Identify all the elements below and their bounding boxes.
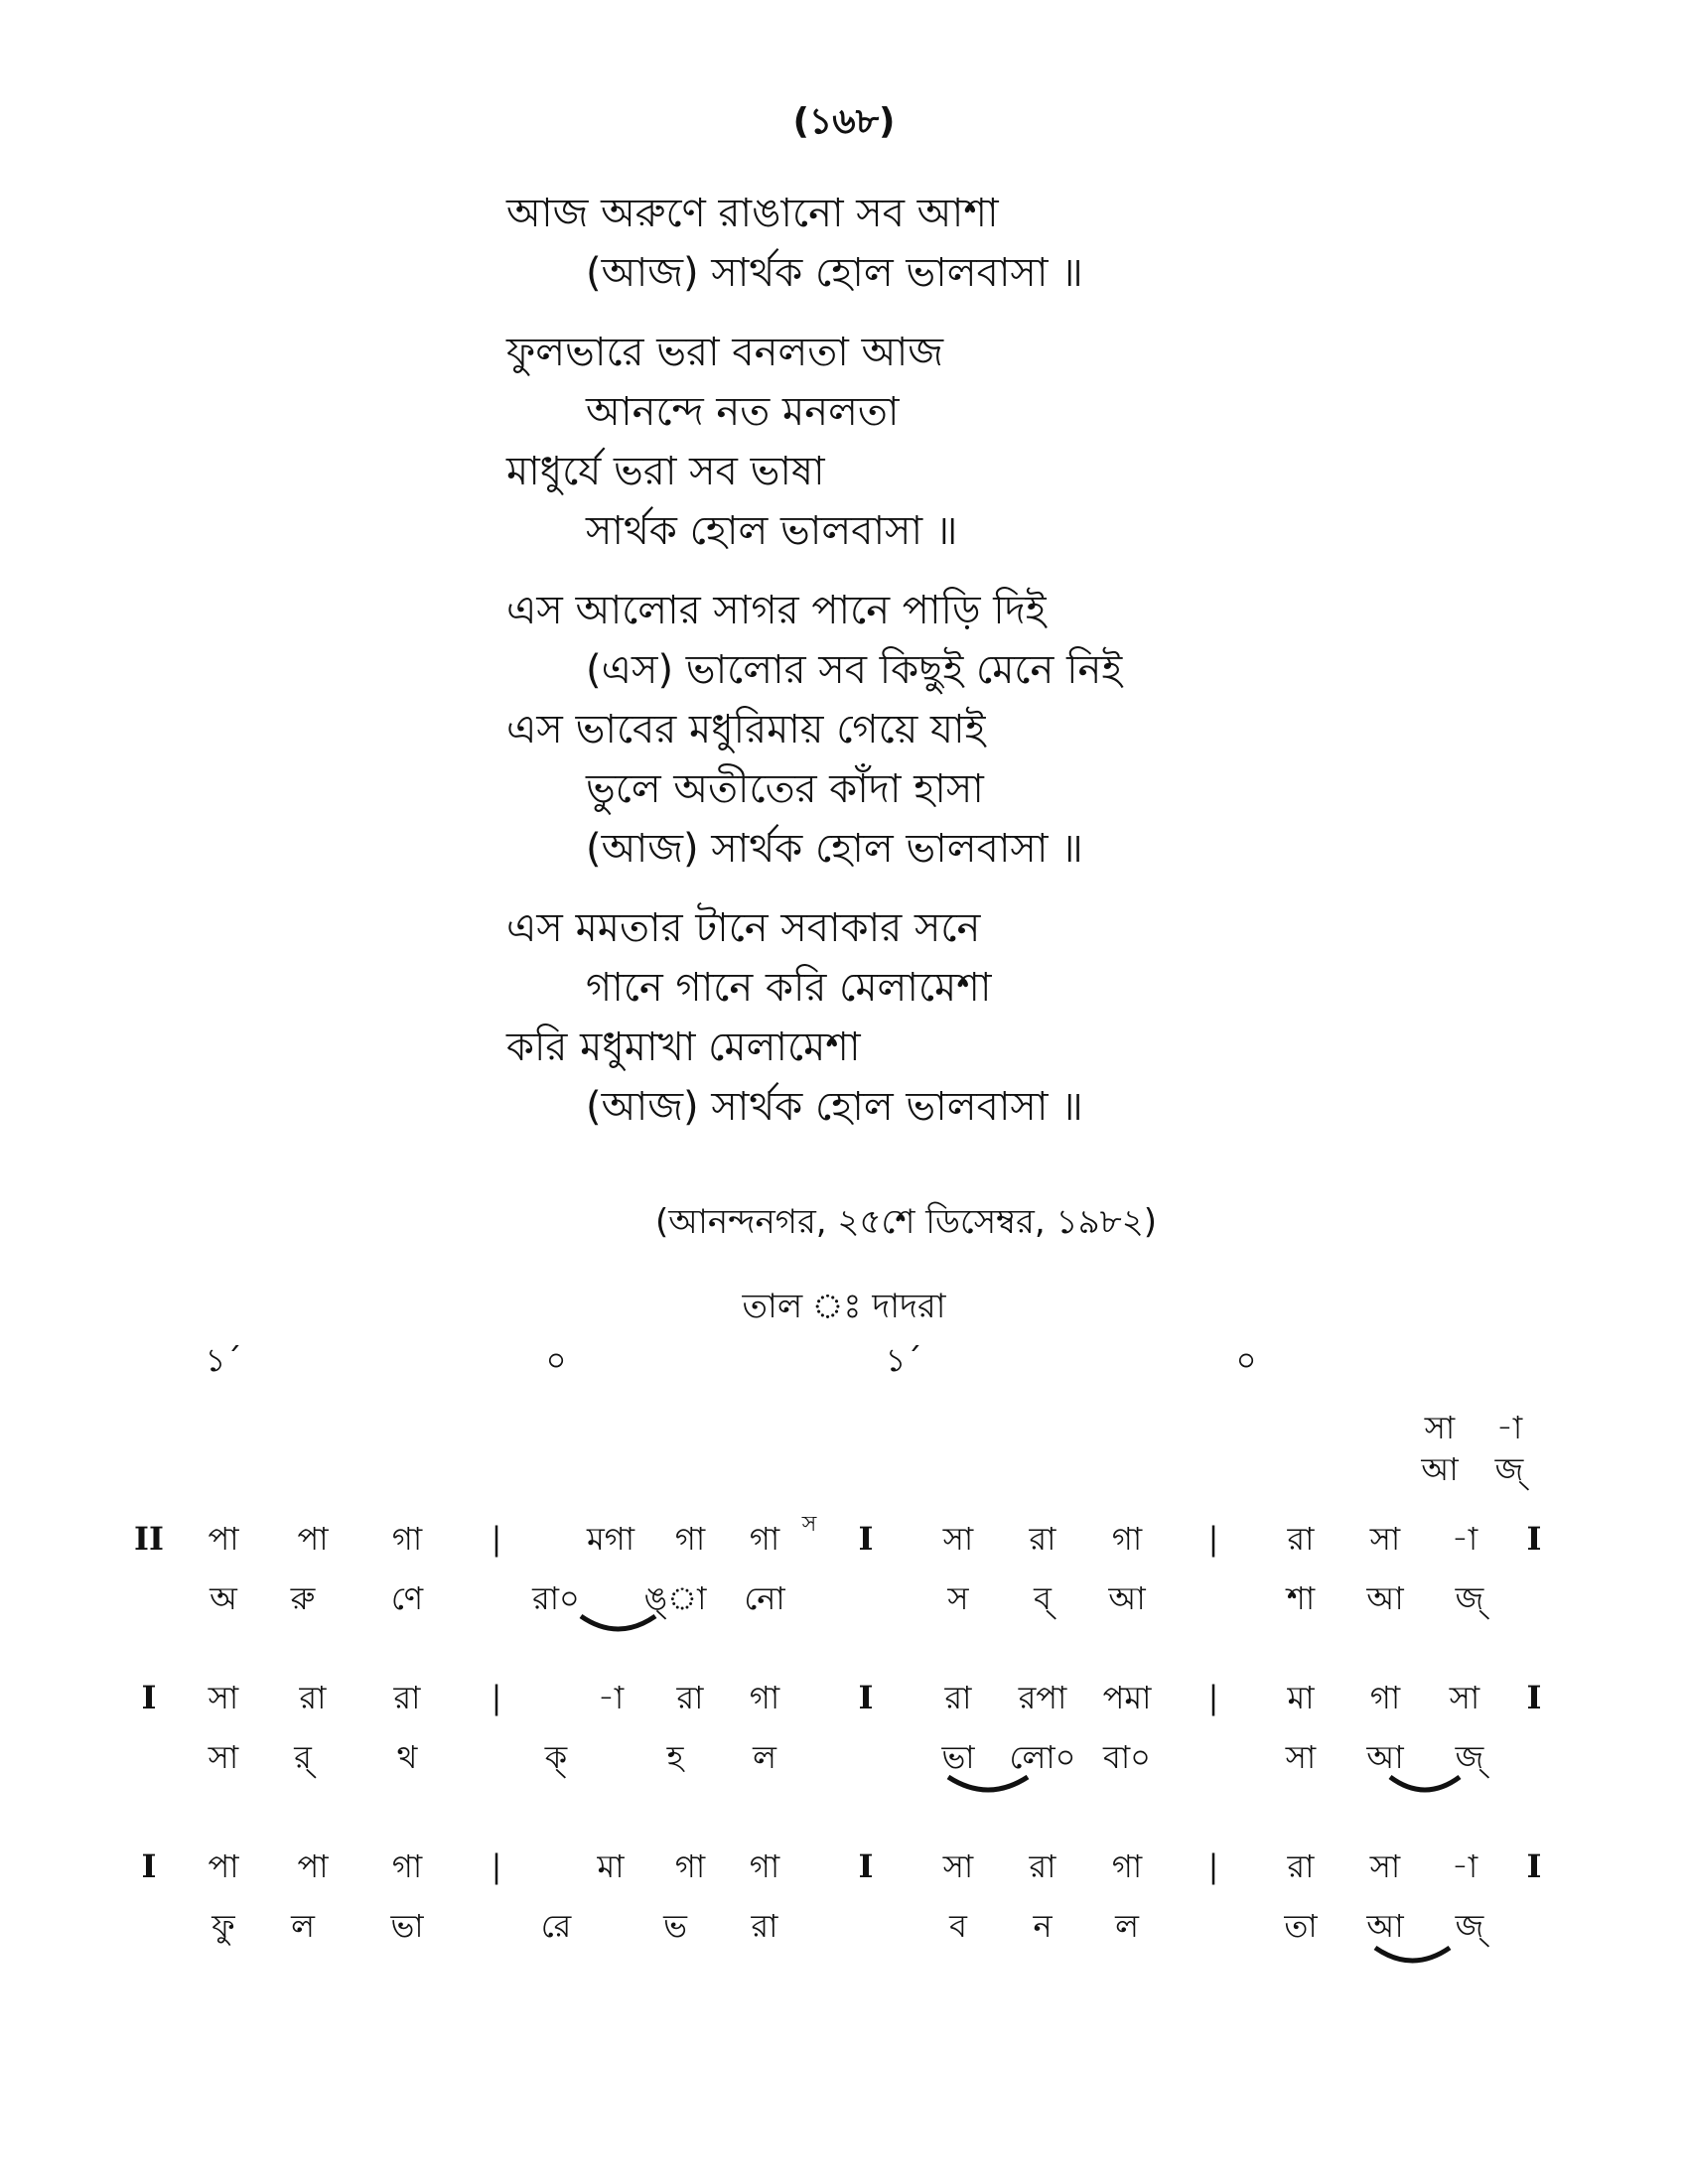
note-lyric: ল xyxy=(1115,1907,1139,1945)
beat-mark: ০ xyxy=(545,1341,567,1379)
note: গা xyxy=(674,1847,706,1885)
note: গা xyxy=(391,1520,423,1558)
pickup-note: -া xyxy=(1495,1409,1523,1446)
bar-line: | xyxy=(1207,1679,1219,1716)
beat-mark: ১´ xyxy=(205,1341,242,1379)
note-lyric: রা xyxy=(751,1907,778,1945)
pickup-lyric: জ্ xyxy=(1494,1450,1524,1488)
note-lyric: থ xyxy=(396,1738,418,1776)
note: পা xyxy=(297,1520,329,1558)
note: গা xyxy=(674,1520,706,1558)
bar-line: I xyxy=(1526,1520,1542,1558)
song-lyrics xyxy=(506,184,1499,1157)
note-lyric: রে xyxy=(540,1907,572,1945)
note: -া xyxy=(597,1679,625,1716)
lyric-line: মাধুর্যে ভরা সব ভাষা xyxy=(506,449,825,494)
note-lyric: হ xyxy=(666,1738,684,1776)
lyric-line: এস আলোর সাগর পানে পাড়ি দিই xyxy=(506,588,1047,633)
note: মগা xyxy=(586,1520,635,1558)
note: গা xyxy=(1111,1847,1143,1885)
bar-line: | xyxy=(491,1520,502,1558)
note-lyric: লো০ xyxy=(1009,1738,1076,1776)
note: পা xyxy=(208,1847,239,1885)
note: -া xyxy=(1451,1847,1478,1885)
note: গা xyxy=(749,1520,780,1558)
note-lyric: ণে xyxy=(390,1579,424,1617)
bar-line: | xyxy=(1207,1520,1219,1558)
note: পা xyxy=(208,1520,239,1558)
note: রা xyxy=(1029,1520,1056,1558)
note-lyric: স xyxy=(947,1579,969,1617)
lyric-line: আনন্দে নত মনলতা xyxy=(586,389,900,435)
bar-line: I xyxy=(1526,1679,1542,1716)
note: -া xyxy=(1451,1520,1478,1558)
note: রা xyxy=(299,1679,327,1716)
composition-date: (আনন্দনগর, ২৫শে ডিসেম্বর, ১৯৮২) xyxy=(655,1202,1158,1242)
beat-mark: ০ xyxy=(1235,1341,1257,1379)
start-bar: II xyxy=(134,1520,164,1558)
note-lyric: ল xyxy=(753,1738,776,1776)
note: রা xyxy=(393,1679,421,1716)
stanza xyxy=(506,323,1499,561)
bar-line: | xyxy=(1207,1847,1219,1885)
note-lyric: ভা xyxy=(390,1907,424,1945)
note-lyric: নো xyxy=(744,1579,785,1617)
note: সা xyxy=(1369,1847,1401,1885)
note-lyric: সা xyxy=(208,1738,239,1776)
lyric-line: এস মমতার টানে সবাকার সনে xyxy=(506,905,981,951)
lyric-line: এস ভাবের মধুরিমায় গেয়ে যাই xyxy=(506,707,986,752)
note: গা xyxy=(749,1847,780,1885)
note: গা xyxy=(1369,1679,1401,1716)
note-lyric: আ xyxy=(1366,1907,1404,1945)
note-lyric: রু xyxy=(290,1579,316,1617)
note: রপা xyxy=(1018,1679,1067,1716)
bar-line: I xyxy=(1526,1847,1542,1885)
note: রা xyxy=(944,1679,972,1716)
note-lyric: বা০ xyxy=(1103,1738,1151,1776)
note: গা xyxy=(391,1847,423,1885)
note: রা xyxy=(676,1679,704,1716)
note-lyric: ক্ xyxy=(544,1738,568,1776)
note-lyric: জ্ xyxy=(1455,1738,1484,1776)
taal-label: তাল ঃ দাদরা xyxy=(742,1287,946,1326)
note-lyric: ল xyxy=(291,1907,315,1945)
note: মা xyxy=(1287,1679,1315,1716)
bar-line: I xyxy=(858,1520,874,1558)
stanza xyxy=(506,581,1499,879)
note: সা xyxy=(1449,1679,1480,1716)
note: রা xyxy=(1287,1847,1315,1885)
note-lyric: আ xyxy=(1366,1579,1404,1617)
note-lyric: তা xyxy=(1284,1907,1318,1945)
lyric-line: সার্থক হোল ভালবাসা ॥ xyxy=(586,508,958,554)
note-lyric: ন xyxy=(1033,1907,1053,1945)
note-lyric: সা xyxy=(1285,1738,1317,1776)
pickup-note: সা xyxy=(1424,1409,1456,1446)
beat-mark: ১´ xyxy=(885,1341,922,1379)
note: মা xyxy=(597,1847,625,1885)
lyric-line: করি মধুমাখা মেলামেশা xyxy=(506,1024,861,1070)
slur xyxy=(948,1777,1028,1790)
start-bar: I xyxy=(141,1679,157,1716)
note-lyric: ভা xyxy=(941,1738,975,1776)
bar-line: I xyxy=(858,1679,874,1716)
note: রা xyxy=(1287,1520,1315,1558)
lyric-line: (আজ) সার্থক হোল ভালবাসা ॥ xyxy=(586,826,1083,872)
lyric-line: আজ অরুণে রাঙানো সব আশা xyxy=(506,191,999,236)
note: সা xyxy=(208,1679,239,1716)
bar-line: I xyxy=(858,1847,874,1885)
note: সা xyxy=(1369,1520,1401,1558)
stanza xyxy=(506,184,1499,303)
note: গা xyxy=(1111,1520,1143,1558)
start-bar: I xyxy=(141,1847,157,1885)
note-lyric: জ্ xyxy=(1455,1907,1484,1945)
note-superscript: স xyxy=(801,1512,817,1537)
note-lyric: ঙ্া xyxy=(643,1579,707,1617)
note: সা xyxy=(942,1520,974,1558)
note-lyric: ভ xyxy=(663,1907,687,1945)
lyric-line: (আজ) সার্থক হোল ভালবাসা ॥ xyxy=(586,1084,1083,1130)
lyric-line: ফুলভারে ভরা বনলতা আজ xyxy=(506,330,944,375)
note-lyric: জ্ xyxy=(1455,1579,1484,1617)
page-number: (১৬৮) xyxy=(792,101,896,142)
note-lyric: র্ xyxy=(294,1738,312,1776)
note: পা xyxy=(297,1847,329,1885)
slur xyxy=(1375,1948,1450,1961)
lyric-line: (আজ) সার্থক হোল ভালবাসা ॥ xyxy=(586,250,1083,296)
note-lyric: ফু xyxy=(211,1907,235,1945)
bar-line: | xyxy=(491,1679,502,1716)
note: পমা xyxy=(1102,1679,1152,1716)
note-lyric: আ xyxy=(1108,1579,1146,1617)
pickup-lyric: আ xyxy=(1421,1450,1459,1488)
stanza xyxy=(506,898,1499,1137)
slur xyxy=(1390,1777,1460,1790)
note-lyric: অ xyxy=(210,1579,237,1617)
note-lyric: আ xyxy=(1366,1738,1404,1776)
note-lyric: ব xyxy=(949,1907,967,1945)
lyric-line: (এস) ভালোর সব কিছুই মেনে নিই xyxy=(586,647,1123,693)
note: গা xyxy=(749,1679,780,1716)
note-lyric: রা০ xyxy=(532,1579,580,1617)
lyric-line: গানে গানে করি মেলামেশা xyxy=(586,965,992,1011)
lyric-line: ভুলে অতীতের কাঁদা হাসা xyxy=(586,766,984,812)
note-lyric: ব্ xyxy=(1034,1579,1052,1617)
note: রা xyxy=(1029,1847,1056,1885)
note: সা xyxy=(942,1847,974,1885)
note-lyric: শা xyxy=(1286,1579,1316,1617)
bar-line: | xyxy=(491,1847,502,1885)
